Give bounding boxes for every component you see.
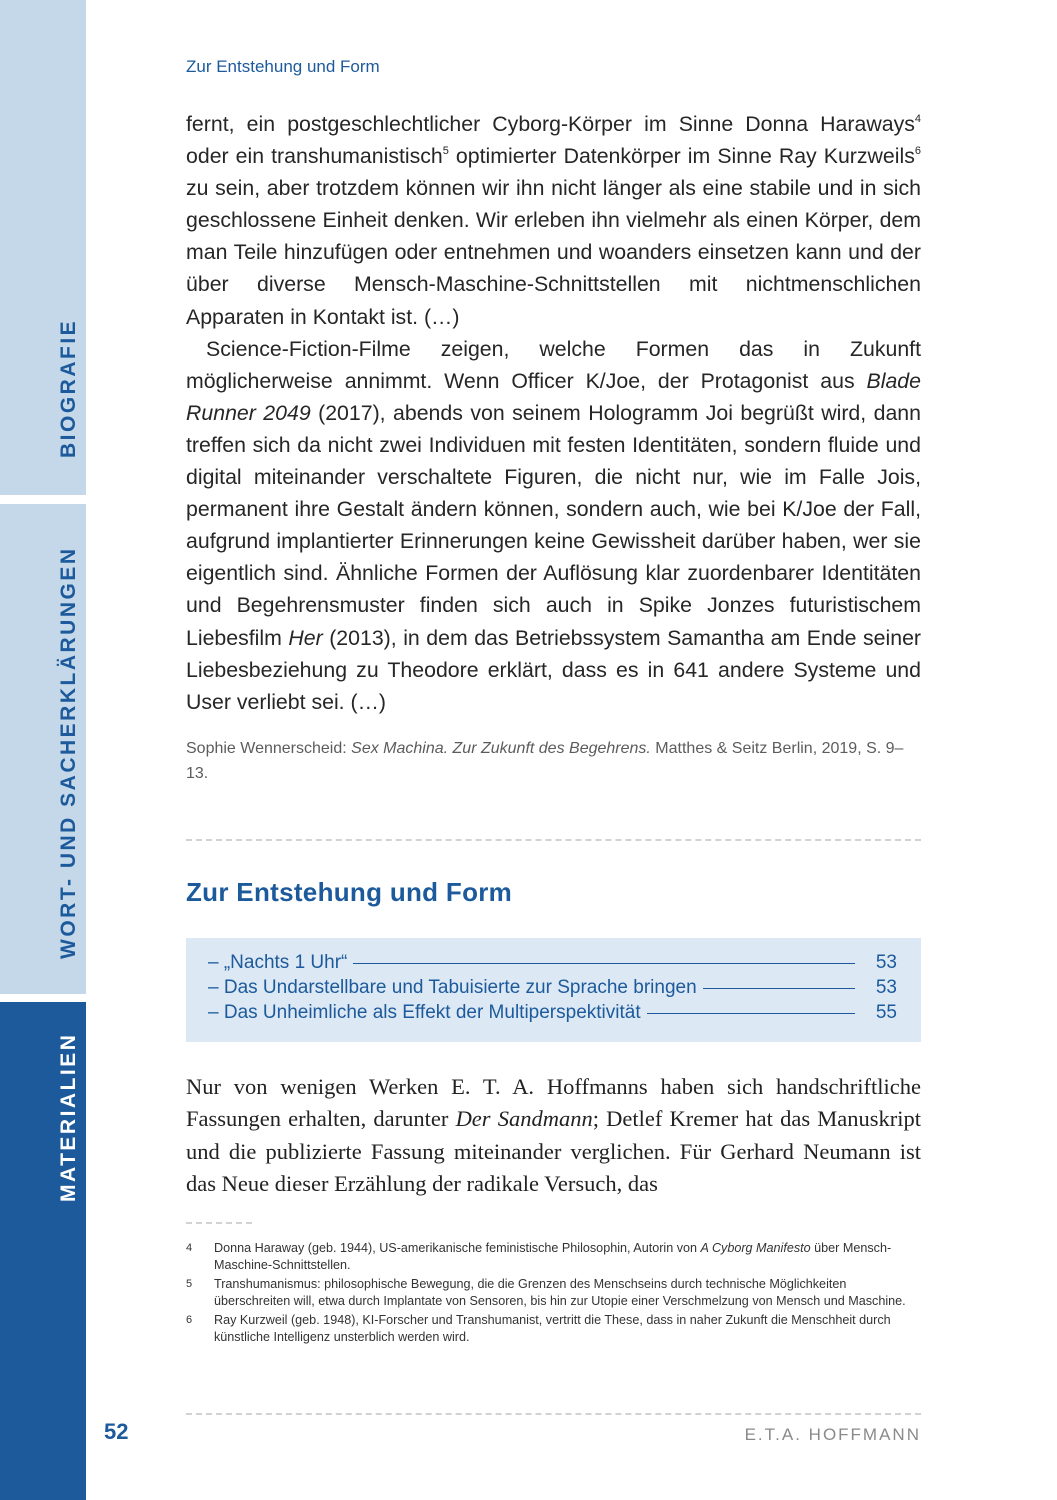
page-number: 52	[104, 1419, 129, 1444]
divider	[186, 839, 921, 841]
text-run: optimierter Datenkörper im Sinne Ray Kurzweils	[448, 144, 915, 169]
text-run: Donna Haraway (geb. 1944), US-amerikanische feministische Philosophin, Autorin von	[214, 1241, 701, 1255]
toc-item-label: – Das Unheimliche als Effekt der Multiperspektivität	[208, 1002, 641, 1023]
work-title: Der Sandmann	[455, 1106, 593, 1132]
footnote-number: 5	[186, 1278, 193, 1290]
chapter-sidebar	[0, 0, 86, 1500]
toc-item-page: 53	[875, 952, 897, 973]
film-title: Her	[288, 625, 323, 650]
work-title: A Cyborg Manifesto	[700, 1241, 811, 1255]
toc-item-page: 53	[875, 977, 897, 998]
footnote-4	[186, 1240, 921, 1273]
footnote-5	[186, 1276, 921, 1309]
text-run: über Mensch-Maschine-Schnittstellen.	[214, 1241, 892, 1272]
section-title: Zur Entstehung und Form	[186, 877, 513, 907]
text-run: (2017), abends von seinem Hologramm Joi begrüßt wird, dann treffen sich da nicht zwei Individuen mit festen Identitäten, sondern fluide und digital miteinander verschaltete Figuren, die nicht nur, wie im Falle Jois, permanent ihre Gestalt ändern können, sondern auch, wie bei K/Joe der Fall, aufgrund implantierter Erinnerungen keine Gewissheit darüber haben, wer sie eigentlich sind. Ähnliche Formen der Auflösung klar zuordenbarer Identitäten und Begehrensmuster finden sich auch in Spike Jonzes futuristischem Liebesfilm	[186, 400, 921, 650]
tab-wort-label: WORT- UND SACHERKLÄRUNGEN	[57, 546, 80, 959]
toc-leader	[353, 963, 855, 964]
section-body-text	[186, 1071, 921, 1200]
toc-item-label: – „Nachts 1 Uhr“	[208, 952, 348, 973]
excerpt-body	[186, 108, 921, 718]
footer-divider	[186, 1413, 921, 1415]
text-run: zu sein, aber trotzdem können wir ihn nicht länger als eine stabile und in sich geschlossene Einheit denken. Wir erleben ihn vielmehr als einen Körper, dem man Teile hinzufügen oder entnehmen und woanders einsetzen kann und der über diverse Mensch-Maschine-Schnittstellen mit nichtmenschlichen Apparaten in Kontakt ist. (…)	[186, 176, 921, 329]
footnote-number: 4	[186, 1242, 193, 1254]
toc-item[interactable]	[208, 950, 897, 975]
toc-leader	[703, 988, 855, 989]
text-run: (2013), in dem das Betriebssystem Samantha am Ende seiner Liebesbeziehung zu Theodore erklärt, dass es in 641 andere Systeme und User verliebt sei. (…)	[186, 625, 922, 714]
footnote-text	[214, 1240, 921, 1273]
source-title: Sex Machina. Zur Zukunft des Begehrens.	[351, 740, 651, 757]
footnote-ref-5[interactable]: 5	[442, 145, 449, 158]
text-run: fernt, ein postgeschlechtlicher Cyborg-Körper im Sinne Donna Haraways	[186, 112, 915, 136]
footnote-ref-4[interactable]: 4	[914, 113, 921, 125]
source-details: Matthes & Seitz Berlin, 2019, S. 9–13.	[186, 740, 904, 782]
toc-leader	[647, 1013, 855, 1014]
tab-biografie[interactable]	[0, 0, 86, 495]
tab-materialien-label: MATERIALIEN	[57, 1032, 80, 1202]
text-run: ; Detlef Kremer hat das Manuskript und die publizierte Fassung miteinander verglichen. Für Gerhard Neumann ist das Neue dieser Erzählung der radikale Versuch, das	[186, 1106, 921, 1196]
toc-item-label: – Das Undarstellbare und Tabuisierte zur Sprache bringen	[208, 977, 697, 998]
tab-biografie-label: BIOGRAFIE	[57, 318, 80, 458]
footnote-6	[186, 1312, 921, 1345]
footnotes	[186, 1240, 921, 1348]
text-run: Nur von wenigen Werken E. T. A. Hoffmanns haben sich handschriftliche Fassungen erhalten, darunter	[186, 1074, 921, 1132]
film-title: Blade Runner 2049	[186, 368, 921, 425]
footnote-separator	[186, 1222, 252, 1224]
toc-box	[186, 938, 921, 1042]
excerpt-paragraph-1	[186, 108, 921, 333]
source-author: Sophie Wennerscheid:	[186, 740, 352, 757]
source-citation	[186, 736, 921, 786]
text-run: Science-Fiction-Filme zeigen, welche Formen das in Zukunft möglicherweise annimmt. Wenn Officer K/Joe, der Protagonist aus	[186, 336, 921, 393]
footer-author: E.T.A. HOFFMANN	[744, 1425, 921, 1444]
toc-item[interactable]	[208, 975, 897, 1000]
footnote-ref-6[interactable]: 6	[914, 145, 921, 158]
excerpt-paragraph-2	[186, 333, 921, 718]
footnote-number: 6	[186, 1314, 193, 1326]
toc-item[interactable]	[208, 1000, 897, 1025]
footnote-text: Ray Kurzweil (geb. 1948), KI-Forscher und Transhumanist, vertritt die These, dass in naher Zukunft die Menschheit durch künstliche Intelligenz unsterblich werden wird.	[214, 1313, 891, 1344]
running-head: Zur Entstehung und Form	[186, 57, 380, 76]
footnote-text: Transhumanismus: philosophische Bewegung, die die Grenzen des Menschseins durch technische Möglichkeiten überschreiten will, etwa durch Implantate von Sensoren, bis hin zur Utopie einer Verschmelzung von Mensch und Maschine.	[214, 1277, 906, 1308]
tab-materialien[interactable]	[0, 1002, 86, 1500]
toc-item-page: 55	[875, 1002, 897, 1023]
text-run: oder ein transhumanistisch	[186, 144, 443, 169]
tab-wort-und-sacherklaerungen[interactable]	[0, 504, 86, 994]
